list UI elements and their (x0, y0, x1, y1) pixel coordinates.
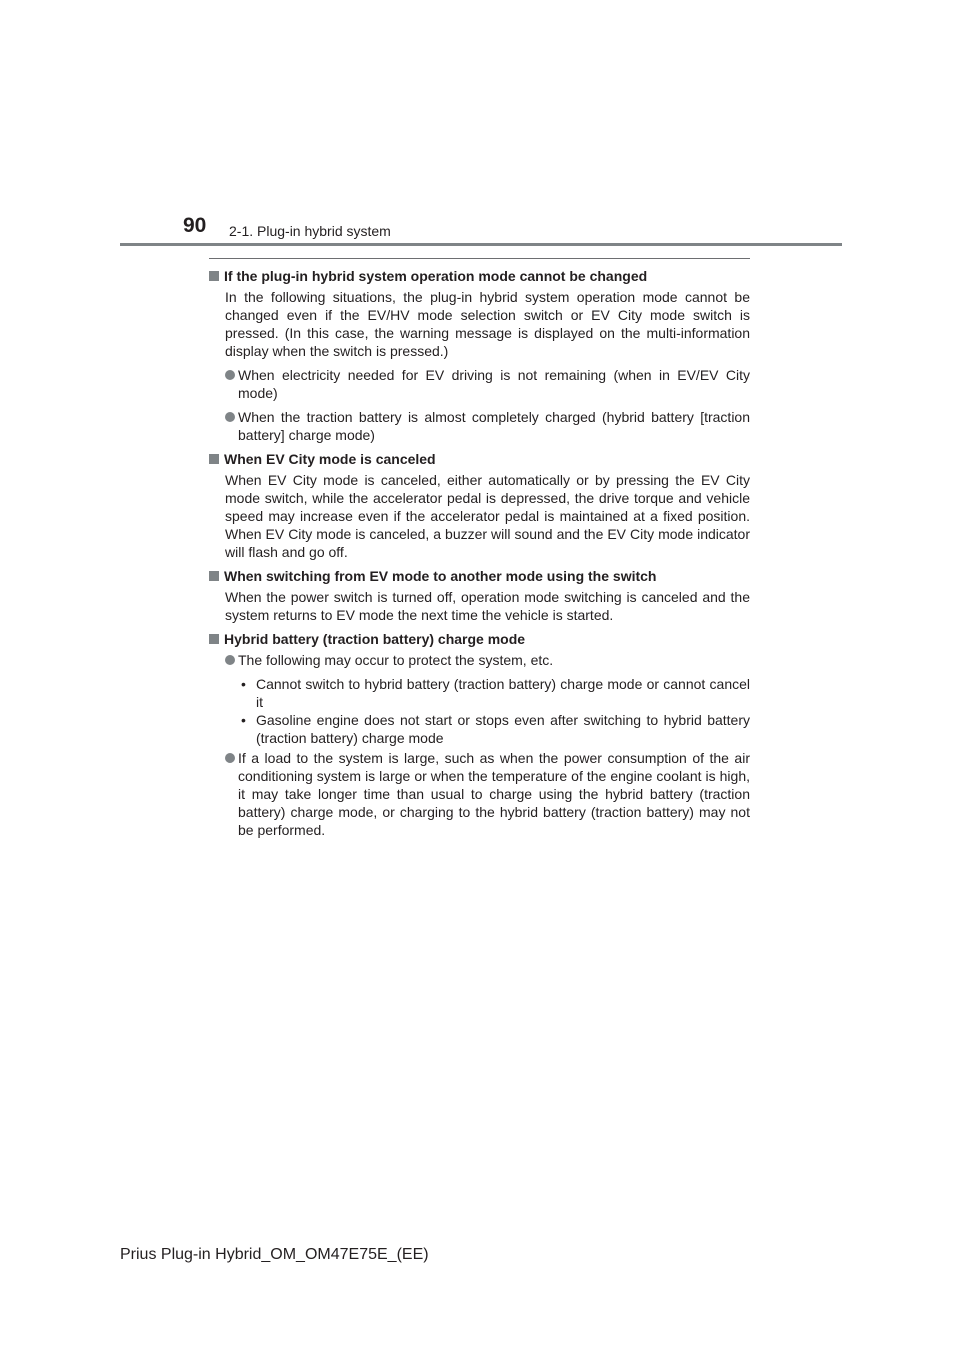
page-number: 90 (183, 214, 207, 237)
section-body: When EV City mode is canceled, either automatically or by pressing the EV City mode switch, while the accelerator pedal is depressed, the drive torque and vehicle speed may increase even if the accelerator pedal is maintained at a fixed position. When EV City mode is canceled, a buzzer will sound and the EV City mode indicator will flash and go off. (225, 472, 750, 560)
square-bullet-icon (209, 571, 219, 581)
circle-bullet-icon (225, 753, 235, 763)
section-heading (209, 630, 750, 648)
content-top-rule (209, 258, 750, 259)
square-bullet-icon (209, 454, 219, 464)
section-switching-from-ev (209, 567, 750, 624)
section-body: When the power switch is turned off, operation mode switching is canceled and the system returns to EV mode the next time the vehicle is started. (225, 589, 750, 623)
list-item (225, 408, 750, 444)
circle-bullet-icon (225, 370, 235, 380)
dot-bullet-icon: • (241, 676, 246, 692)
content (209, 258, 750, 845)
square-bullet-icon (209, 271, 219, 281)
section-operation-mode (209, 267, 750, 444)
list-item (225, 749, 750, 839)
list-item-text: When electricity needed for EV driving is not remaining (when in EV/EV City mode) (238, 367, 750, 401)
header-section-title: 2-1. Plug-in hybrid system (229, 223, 391, 239)
subbullet-item (241, 675, 750, 711)
subbullet-text: Cannot switch to hybrid battery (traction battery) charge mode or cannot cancel it (256, 676, 750, 710)
subbullet-text: Gasoline engine does not start or stops even after switching to hybrid battery (traction battery) charge mode (256, 712, 750, 746)
list-item (225, 651, 750, 669)
list-item-text: The following may occur to protect the system, etc. (238, 652, 554, 668)
dot-bullet-icon: • (241, 712, 246, 728)
list-item-text: If a load to the system is large, such as when the power consumption of the air conditioning system is large or when the temperature of the engine coolant is high, it may take longer time than usual to charge using the hybrid battery (traction battery) charge mode, or charging to the hybrid battery (traction battery) may not be performed. (238, 750, 750, 838)
section-heading (209, 567, 750, 585)
section-charge-mode (209, 630, 750, 839)
list-item-text: When the traction battery is almost completely charged (hybrid battery [traction battery] charge mode) (238, 409, 750, 443)
square-bullet-icon (209, 634, 219, 644)
section-heading (209, 267, 750, 285)
circle-bullet-icon (225, 412, 235, 422)
header-rule (120, 243, 842, 246)
subbullet-item (241, 711, 750, 747)
section-heading (209, 450, 750, 468)
section-heading-text: When EV City mode is canceled (224, 451, 436, 467)
subbullet-list (241, 675, 750, 747)
section-heading-text: When switching from EV mode to another mode using the switch (224, 568, 657, 584)
section-ev-city-canceled (209, 450, 750, 561)
footer-manual-id: Prius Plug-in Hybrid_OM_OM47E75E_(EE) (120, 1246, 429, 1263)
list-item (225, 366, 750, 402)
section-heading-text: Hybrid battery (traction battery) charge mode (224, 631, 526, 647)
section-heading-text: If the plug-in hybrid system operation mode cannot be changed (224, 268, 648, 284)
section-body: In the following situations, the plug-in hybrid system operation mode cannot be changed even if the EV/HV mode selection switch or EV City mode switch is pressed. (In this case, the warning message is displayed on the multi-information display when the switch is pressed.) (225, 289, 750, 359)
circle-bullet-icon (225, 655, 235, 665)
